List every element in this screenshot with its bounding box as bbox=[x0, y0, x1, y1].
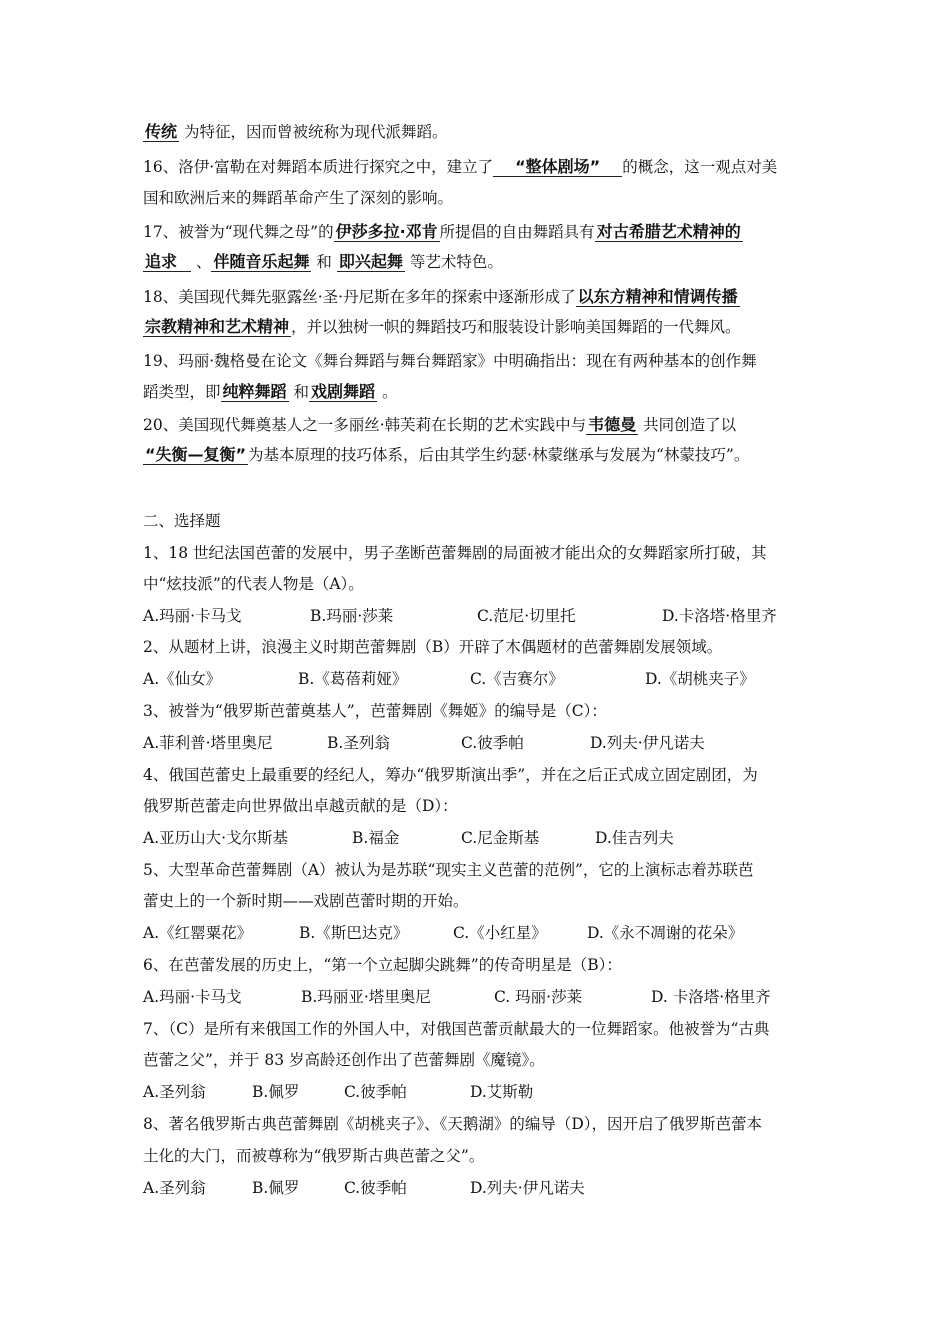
q4-line-1: 4、俄国芭蕾史上最重要的经纪人，筹办“俄罗斯演出季”，并在之后正式成立固定剧团，为 bbox=[143, 766, 758, 784]
q1-line-1: 1、18 世纪法国芭蕾的发展中，男子垄断芭蕾舞剧的局面被才能出众的女舞蹈家所打破，其 bbox=[143, 544, 767, 562]
option-b: B.《葛蓓莉娅》 bbox=[298, 670, 408, 688]
q7-line-2: 芭蕾之父”，并于 83 岁高龄还创作出了芭蕾舞剧《魔镜》。 bbox=[143, 1051, 545, 1069]
question-text: 。 bbox=[381, 383, 398, 401]
answer-blank: 以东方精神和情调传播 bbox=[577, 287, 738, 306]
q15-tail-line bbox=[143, 121, 820, 143]
question-text: 19、玛丽·魏格曼在论文《舞台舞蹈与舞台舞蹈家》中明确指出：现在有两种基本的创作舞 bbox=[143, 352, 757, 370]
q5-line-1: 5、大型革命芭蕾舞剧（A）被认为是苏联“现实主义芭蕾的范例”，它的上演标志着苏联芭 bbox=[143, 861, 754, 879]
option-a: A.玛丽·卡马戈 bbox=[143, 988, 242, 1006]
q18-line-1 bbox=[143, 286, 820, 308]
q18-line-2 bbox=[143, 316, 820, 338]
option-b: B.圣列翁 bbox=[327, 734, 390, 752]
answer-blank: 伊莎多拉·邓肯 bbox=[335, 222, 438, 241]
answer-blank: 对古希腊艺术精神的 bbox=[596, 222, 741, 241]
q4-line-2: 俄罗斯芭蕾走向世界做出卓越贡献的是（D）： bbox=[143, 797, 458, 815]
question-text: 共同创造了以 bbox=[643, 416, 737, 434]
option-d: D.列夫·伊凡诺夫 bbox=[590, 734, 705, 752]
answer-blank: 追求 bbox=[143, 252, 191, 272]
answer-blank: 纯粹舞蹈 bbox=[222, 382, 287, 401]
option-b: B.佩罗 bbox=[252, 1179, 300, 1197]
option-a: A.菲利普·塔里奥尼 bbox=[143, 734, 273, 752]
q20-line-1 bbox=[143, 414, 820, 436]
question-text: 20、美国现代舞奠基人之一多丽丝·韩芙莉在长期的艺术实践中与 bbox=[143, 416, 587, 434]
answer-blank: 传统 bbox=[145, 122, 178, 141]
option-d: D.《胡桃夹子》 bbox=[645, 670, 755, 688]
option-c: C.范尼·切里托 bbox=[477, 607, 576, 625]
option-a: A.《红罂粟花》 bbox=[143, 924, 253, 942]
option-d: D.列夫·伊凡诺夫 bbox=[470, 1179, 585, 1197]
q8-line-2: 土化的大门，而被尊称为“俄罗斯古典芭蕾之父”。 bbox=[143, 1147, 485, 1165]
question-text: 18、美国现代舞先驱露丝·圣·丹尼斯在多年的探索中逐渐形成了 bbox=[143, 288, 576, 306]
question-text: ，并以独树一帜的舞蹈技巧和服装设计影响美国舞蹈的一代舞风。 bbox=[291, 318, 741, 336]
question-text: 国和欧洲后来的舞蹈革命产生了深刻的影响。 bbox=[143, 189, 454, 207]
question-text: 17、被誉为“现代舞之母”的 bbox=[143, 223, 334, 241]
question-text: 为特征，因而曾被统称为现代派舞蹈。 bbox=[183, 123, 448, 141]
question-text: 和 bbox=[293, 383, 309, 401]
q7-line-1: 7、（C）是所有来俄国工作的外国人中，对俄国芭蕾贡献最大的一位舞蹈家。他被誉为“古典 bbox=[143, 1020, 770, 1038]
question-text: 为基本原理的技巧体系，后由其学生约瑟·林蒙继承与发展为“林蒙技巧”。 bbox=[248, 446, 750, 464]
option-b: B.《斯巴达克》 bbox=[299, 924, 409, 942]
option-b: B.玛丽亚·塔里奥尼 bbox=[301, 988, 431, 1006]
option-b: B.福金 bbox=[352, 829, 400, 847]
question-text: 的概念，这一观点对美 bbox=[622, 158, 778, 176]
q17-line-1 bbox=[143, 221, 820, 243]
q16-line-2 bbox=[143, 187, 820, 209]
option-d: D.佳吉列夫 bbox=[595, 829, 674, 847]
option-c: C.《小红星》 bbox=[453, 924, 547, 942]
option-a: A.亚历山大·戈尔斯基 bbox=[143, 829, 289, 847]
option-c: C.彼季帕 bbox=[344, 1083, 407, 1101]
q16-line-1 bbox=[143, 156, 820, 178]
q1-line-2: 中“炫技派”的代表人物是（A）。 bbox=[143, 575, 364, 593]
answer-blank: 戏剧舞蹈 bbox=[310, 382, 375, 401]
question-text: 和 bbox=[316, 253, 332, 271]
answer-blank: 伴随音乐起舞 bbox=[213, 252, 310, 271]
answer-blank: “失衡—复衡” bbox=[145, 445, 247, 464]
q3-line-1: 3、被誉为“俄罗斯芭蕾奠基人”，芭蕾舞剧《舞姬》的编导是（C）： bbox=[143, 702, 607, 720]
answer-blank: “整体剧场” bbox=[493, 157, 622, 177]
option-c: C. 玛丽·莎莱 bbox=[494, 988, 583, 1006]
q19-line-1 bbox=[143, 350, 820, 372]
option-d: D.卡洛塔·格里齐 bbox=[662, 607, 777, 625]
question-text: 蹈类型，即 bbox=[143, 383, 221, 401]
option-a: A.圣列翁 bbox=[143, 1083, 206, 1101]
answer-blank: 宗教精神和艺术精神 bbox=[145, 317, 290, 336]
answer-blank: 韦德曼 bbox=[588, 415, 637, 434]
q17-line-2 bbox=[143, 251, 820, 273]
section-title: 二、选择题 bbox=[143, 512, 221, 530]
option-c: C.彼季帕 bbox=[461, 734, 524, 752]
q2-line-1: 2、从题材上讲，浪漫主义时期芭蕾舞剧（B）开辟了木偶题材的芭蕾舞剧发展领域。 bbox=[143, 638, 723, 656]
option-d: D. 卡洛塔·格里齐 bbox=[651, 988, 771, 1006]
question-text: 所提倡的自由舞蹈具有 bbox=[439, 223, 595, 241]
option-c: C.《吉赛尔》 bbox=[470, 670, 564, 688]
answer-blank: 即兴起舞 bbox=[338, 252, 403, 271]
option-c: C.尼金斯基 bbox=[461, 829, 540, 847]
option-c: C.彼季帕 bbox=[344, 1179, 407, 1197]
q5-line-2: 蕾史上的一个新时期——戏剧芭蕾时期的开始。 bbox=[143, 892, 469, 910]
q8-line-1: 8、著名俄罗斯古典芭蕾舞剧《胡桃夹子》、《天鹅湖》的编导（D），因开启了俄罗斯芭蕾本 bbox=[143, 1115, 763, 1133]
option-a: A.玛丽·卡马戈 bbox=[143, 607, 242, 625]
option-b: B.玛丽·莎莱 bbox=[310, 607, 394, 625]
option-a: A.圣列翁 bbox=[143, 1179, 206, 1197]
option-a: A.《仙女》 bbox=[143, 670, 222, 688]
question-text: 等艺术特色。 bbox=[409, 253, 503, 271]
q6-line-1: 6、在芭蕾发展的历史上，“第一个立起脚尖跳舞”的传奇明星是（B）： bbox=[143, 956, 622, 974]
q20-line-2 bbox=[143, 444, 820, 466]
question-text: 、 bbox=[195, 253, 212, 271]
question-text: 16、洛伊·富勒在对舞蹈本质进行探究之中，建立了 bbox=[143, 158, 494, 176]
option-b: B.佩罗 bbox=[252, 1083, 300, 1101]
option-d: D.《永不凋谢的花朵》 bbox=[587, 924, 744, 942]
option-d: D.艾斯勒 bbox=[470, 1083, 534, 1101]
q19-line-2 bbox=[143, 381, 820, 403]
